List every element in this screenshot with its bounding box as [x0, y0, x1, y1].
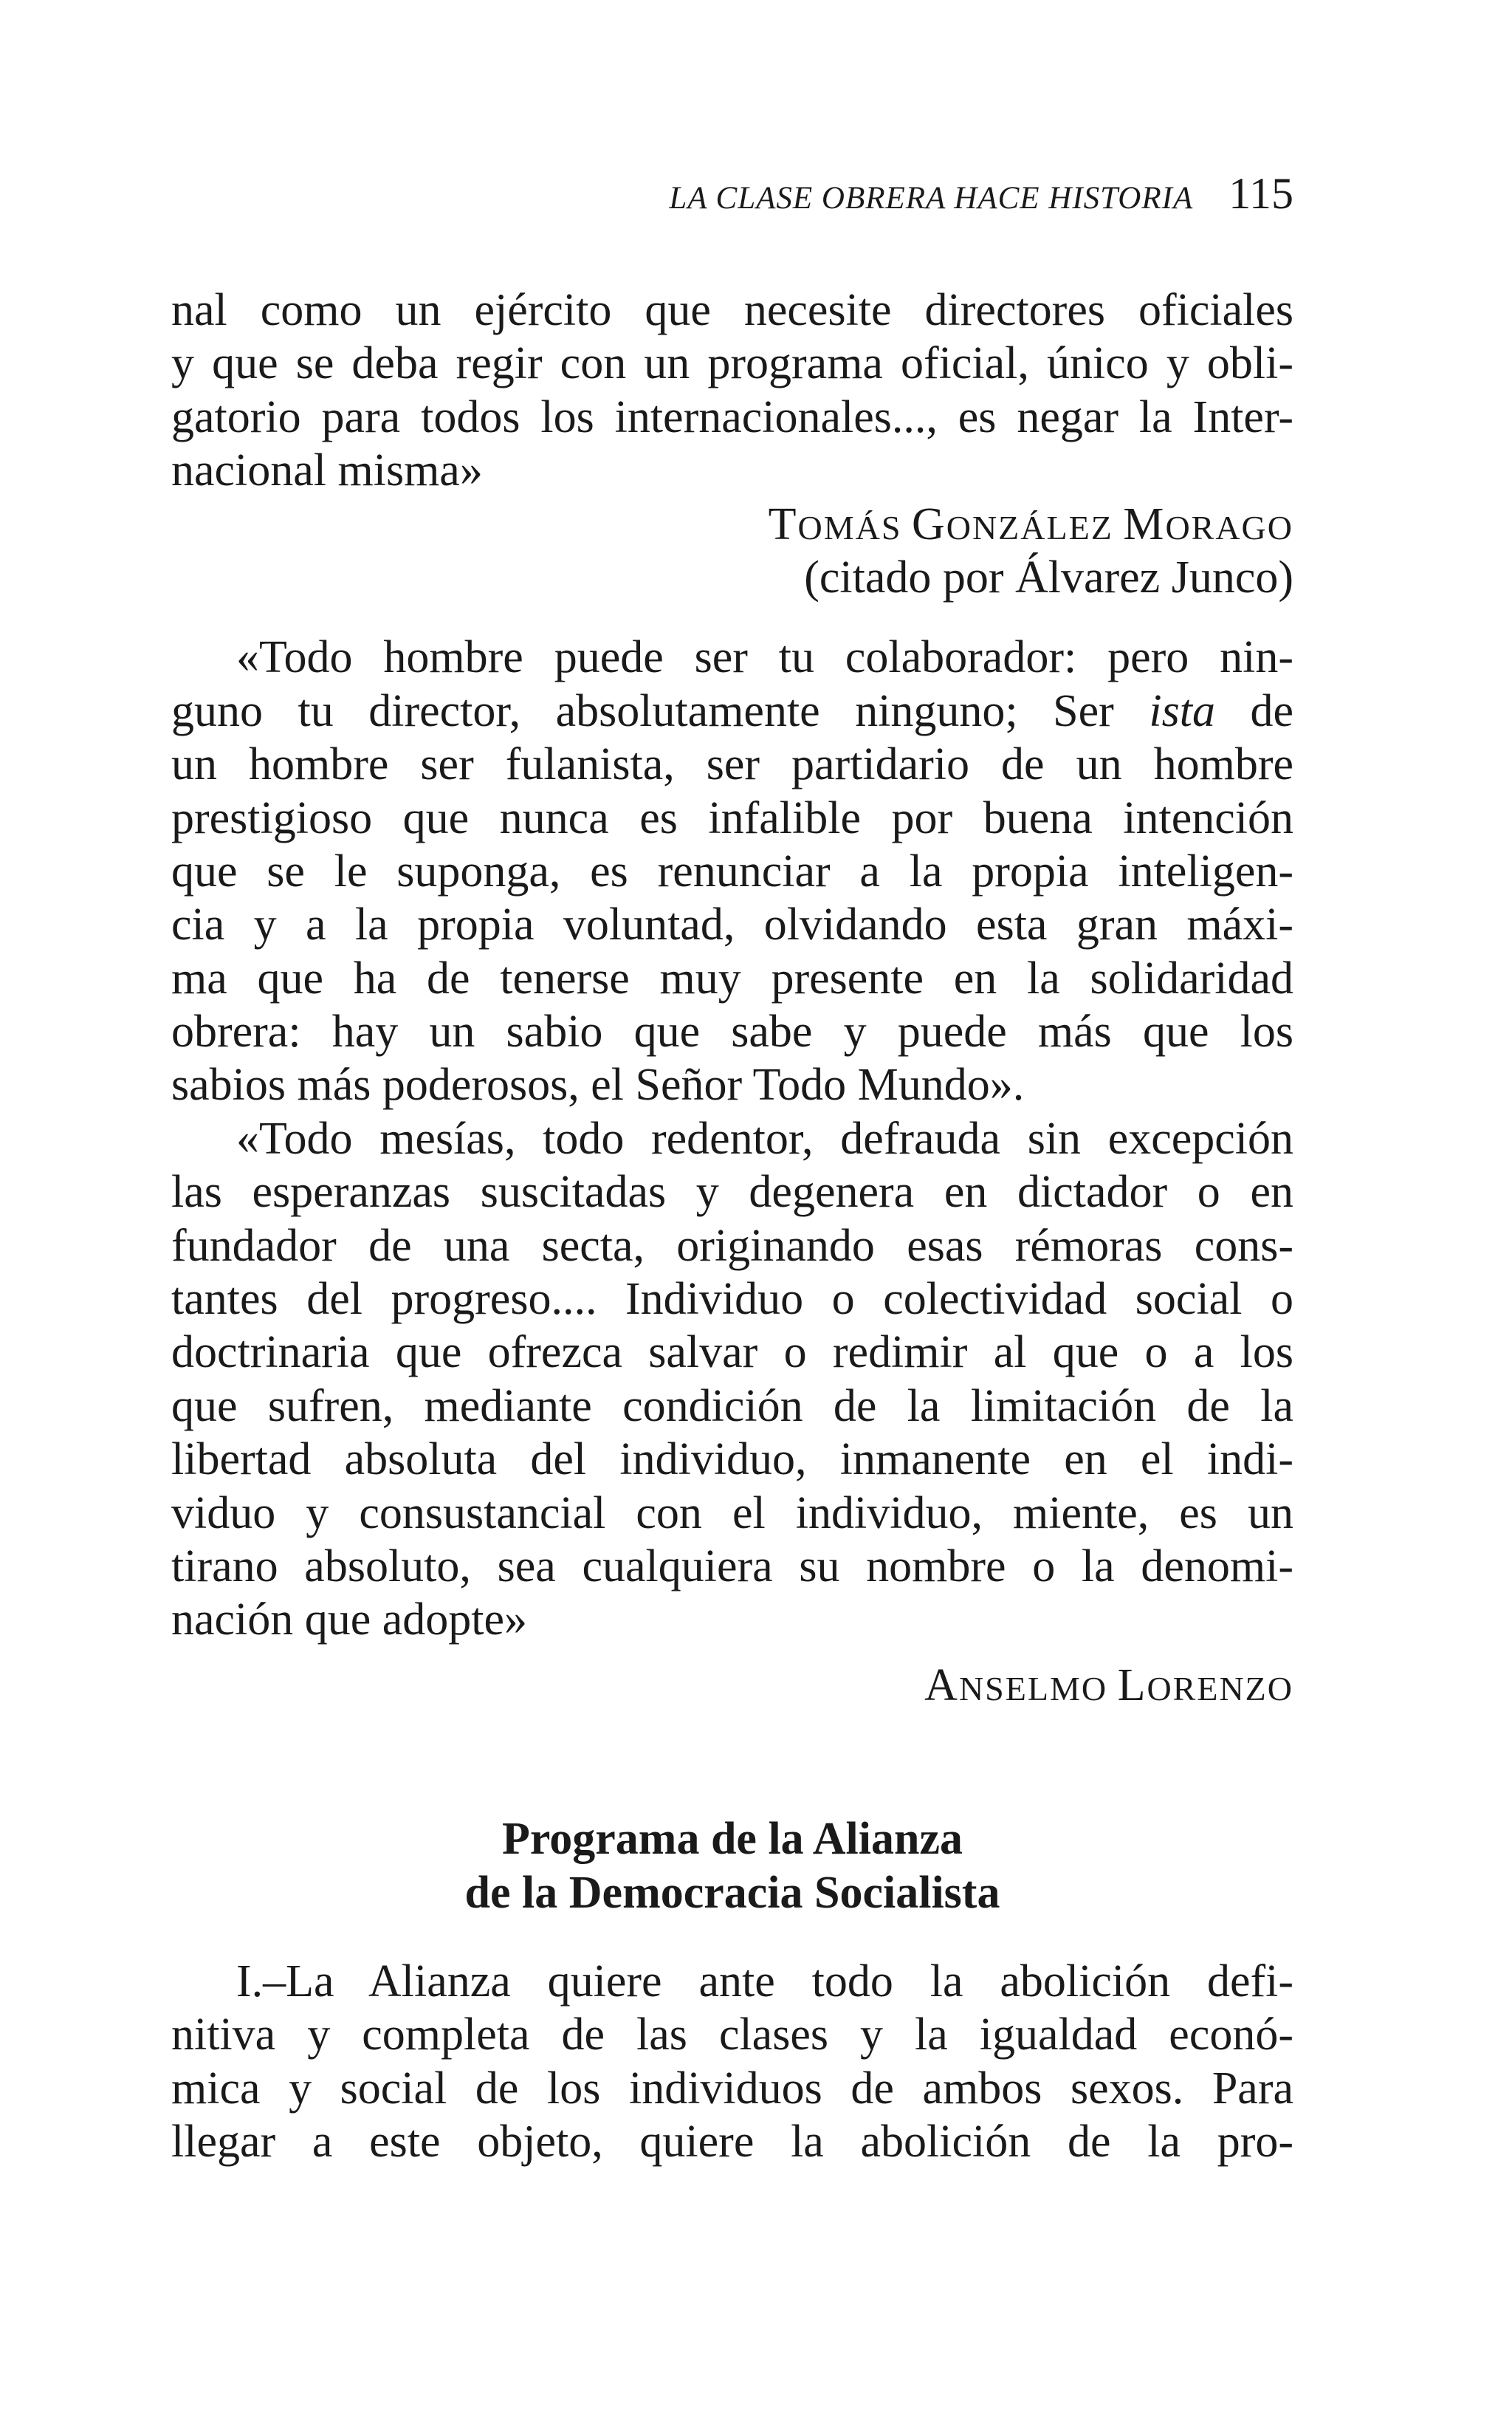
- text-line: tirano absoluto, sea cualquiera su nombre o la denomi-: [171, 1541, 1293, 1591]
- text-line: mica y social de los individuos de ambos sexos. Para: [171, 2063, 1293, 2114]
- text-line: ma que ha de tenerse muy presente en la solidaridad: [171, 953, 1293, 1004]
- quote-author: ANSELMO LORENZO: [924, 1659, 1293, 1710]
- text-line: nación que adopte»: [171, 1594, 528, 1645]
- text-line: viduo y consustancial con el individuo, miente, es un: [171, 1487, 1293, 1538]
- text-line: tantes del progreso.... Individuo o colectividad social o: [171, 1274, 1293, 1325]
- text-line: libertad absoluta del individuo, inmanente en el indi-: [171, 1434, 1293, 1485]
- text-line: I.–La Alianza quiere ante todo la abolición defi-: [236, 1956, 1293, 2007]
- text-line: que se le suponga, es renunciar a la propia inteligen-: [171, 846, 1293, 897]
- text-line: fundador de una secta, originando esas rémoras cons-: [171, 1220, 1293, 1271]
- text-line: doctrinaria que ofrezca salvar o redimir al que o a los: [171, 1327, 1293, 1378]
- text-line: llegar a este objeto, quiere la abolición de la pro-: [171, 2117, 1293, 2168]
- text-line: y que se deba regir con un programa oficial, único y obli-: [171, 338, 1293, 389]
- running-title: LA CLASE OBRERA HACE HISTORIA: [669, 181, 1194, 216]
- text-line: nal como un ejército que necesite directores oficiales: [171, 285, 1293, 335]
- text-line: prestigioso que nunca es infalible por buena intención: [171, 792, 1293, 843]
- section-heading: [171, 1812, 1293, 1919]
- text-line: «Todo mesías, todo redentor, defrauda sin excepción: [236, 1113, 1293, 1164]
- page-number: 115: [1228, 169, 1293, 218]
- text-line: las esperanzas suscitadas y degenera en dictador o en: [171, 1167, 1293, 1218]
- book-page: [171, 0, 1293, 2409]
- quote-source-note: (citado por Álvarez Junco): [804, 552, 1293, 603]
- text-line: un hombre ser fulanista, ser partidario de un hombre: [171, 739, 1293, 790]
- running-head: [171, 168, 1293, 227]
- quote-author: TOMÁS GONZÁLEZ MORAGO: [768, 498, 1293, 549]
- text-line: cia y a la propia voluntad, olvidando esta gran máxi-: [171, 899, 1293, 950]
- text-line: gatorio para todos los internacionales..., es negar la Inter-: [171, 391, 1293, 442]
- quote-gonzalez-morago: [171, 284, 1293, 604]
- body-text: [171, 284, 1293, 2169]
- heading-line: de la Democracia Socialista: [464, 1867, 1000, 1918]
- text-line: nitiva y completa de las clases y la igualdad econó-: [171, 2009, 1293, 2060]
- text-line: «Todo hombre puede ser tu colaborador: pero nin-: [236, 632, 1293, 683]
- text-line: guno tu director, absolutamente ninguno; Ser ista de: [171, 685, 1294, 736]
- italic-word: ista: [1149, 685, 1215, 736]
- section-body: [171, 1955, 1293, 2169]
- heading-line: Programa de la Alianza: [502, 1814, 963, 1865]
- quote-anselmo-lorenzo: [171, 631, 1293, 1712]
- text-line: obrera: hay un sabio que sabe y puede más que los: [171, 1007, 1293, 1058]
- text-line: que sufren, mediante condición de la limitación de la: [171, 1380, 1293, 1431]
- text-line: sabios más poderosos, el Señor Todo Mundo».: [171, 1060, 1025, 1111]
- text-line: nacional misma»: [171, 445, 483, 496]
